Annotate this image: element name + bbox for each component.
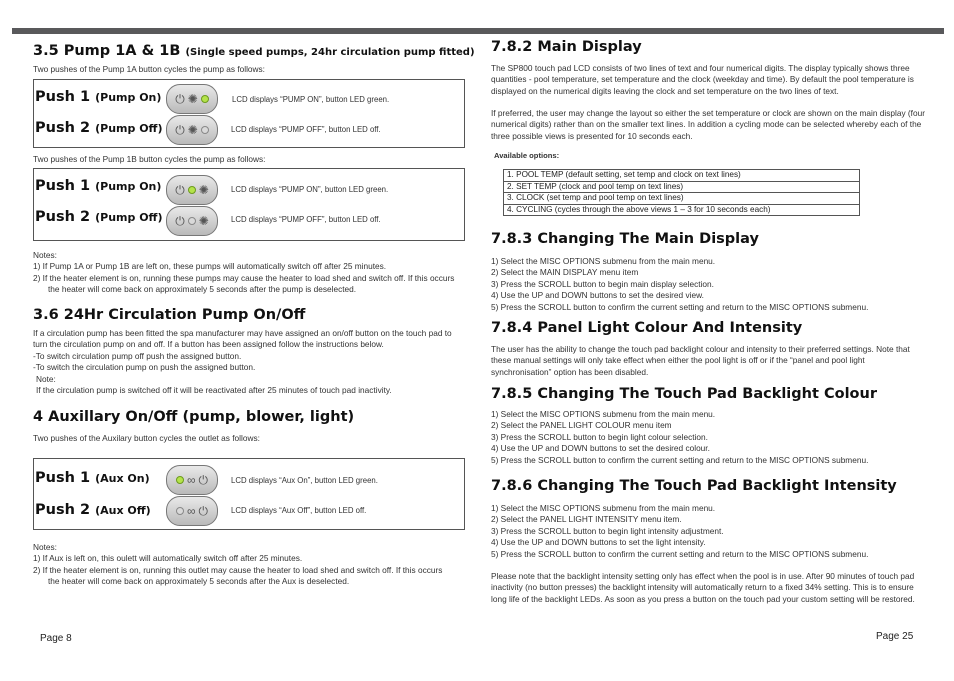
power-icon: ⏻ — [198, 473, 209, 487]
backlight-colour-steps — [491, 409, 868, 466]
list-item: 4) Use the UP and DOWN buttons to set the desired view. — [491, 290, 704, 301]
lcd-pump-on-text: LCD displays “PUMP ON”, button LED green. — [232, 95, 390, 104]
push1-label: Push 1 (Pump On) — [35, 89, 162, 105]
led-green-indicator — [176, 476, 184, 484]
list-item: 2) Select the PANEL LIGHT COLOUR menu item — [491, 420, 672, 431]
options-row: 3. CLOCK (set temp and pool temp on text lines) — [504, 193, 860, 205]
push2-label: Push 2 (Pump Off) — [35, 209, 163, 225]
lcd-aux-off-text: LCD displays “Aux Off”, button LED off. — [231, 506, 367, 515]
power-icon: ⏻ — [175, 183, 185, 197]
led-off-indicator — [176, 507, 184, 515]
pump-notes: Notes: 1) If Pump 1A or Pump 1B are left on, these pumps will automatically switch off after 25 minutes. 2) If the heater element is on, running these pumps may cause the heater to load shed and switch off. If this occurs the heater will come back on approximately 5 seconds after the pump is deselected. — [33, 250, 455, 295]
list-item: 2) Select the PANEL LIGHT INTENSITY menu item. — [491, 514, 682, 525]
section-4-title: 4 Auxillary On/Off (pump, blower, light) — [33, 409, 355, 425]
pump-button-on — [166, 84, 218, 114]
aux-icon: ∞ — [186, 504, 196, 518]
list-item: 5) Press the SCROLL button to confirm the current setting and return to the MISC OPTIONS submenu. — [491, 301, 869, 312]
lcd-pump-on-text: LCD displays “PUMP ON”, button LED green. — [231, 185, 389, 194]
section-7-8-4-title: 7.8.4 Panel Light Colour And Intensity — [491, 320, 803, 336]
lcd-pump-off-text: LCD displays “PUMP OFF”, button LED off. — [231, 125, 381, 134]
list-item: 4) Use the UP and DOWN buttons to set the light intensity. — [491, 537, 706, 548]
push1-label: Push 1 (Pump On) — [35, 178, 162, 194]
page-number-right: Page 25 — [876, 631, 914, 642]
pump1b-box — [33, 168, 465, 241]
available-options-label: Available options: — [494, 151, 560, 160]
pump-icon: ✺ — [198, 214, 209, 228]
power-icon: ⏻ — [175, 92, 185, 106]
options-row: 2. SET TEMP (clock and pool temp on text lines) — [504, 181, 860, 193]
list-item: 3) Press the SCROLL button to begin main display selection. — [491, 278, 714, 289]
section-7-8-6-title: 7.8.6 Changing The Touch Pad Backlight Intensity — [491, 478, 897, 494]
lcd-aux-on-text: LCD displays “Aux On”, button LED green. — [231, 476, 378, 485]
list-item: 5) Press the SCROLL button to confirm the current setting and return to the MISC OPTIONS submenu. — [491, 548, 869, 559]
list-item: 1) Select the MISC OPTIONS submenu from the main menu. — [491, 409, 716, 419]
list-item: 3) Press the SCROLL button to begin light intensity adjustment. — [491, 525, 724, 536]
pump1b-intro: Two pushes of the Pump 1B button cycles the pump as follows: — [33, 154, 266, 164]
options-row: 1. POOL TEMP (default setting, set temp and clock on text lines) — [504, 170, 860, 182]
list-item: 5) Press the SCROLL button to confirm the current setting and return to the MISC OPTIONS submenu. — [491, 454, 869, 465]
options-table — [503, 169, 860, 216]
aux-notes: Notes: 1) If Aux is left on, this oulett will automatically switch off after 25 minutes. 2) If the heater element is on, running this outlet may cause the heater to load shed and switch off. If this occurs the heater will come back on approximately 5 seconds after the Aux is deselected. — [33, 542, 443, 587]
section-3-5-title: 3.5 Pump 1A & 1B (Single speed pumps, 24hr circulation pump fitted) — [33, 43, 475, 59]
power-icon: ⏻ — [175, 123, 185, 137]
section-7-8-2-title: 7.8.2 Main Display — [491, 39, 642, 55]
aux-icon: ∞ — [186, 473, 196, 487]
pump-icon: ✺ — [198, 183, 209, 197]
section-3-6-title: 3.6 24Hr Circulation Pump On/Off — [33, 307, 306, 323]
push1-label: Push 1 (Aux On) — [35, 470, 150, 486]
panel-light-text: The user has the ability to change the touch pad backlight colour and intensity to their preferred settings. Note that these manual settings will only take effect when either the pool light is off or if the “panel and pool light synchronisation” option has been disabled. — [491, 344, 910, 377]
push2-label: Push 2 (Pump Off) — [35, 120, 163, 136]
main-display-p1: The SP800 touch pad LCD consists of two lines of text and four numerical digits. The display typically shows three quantities - pool temperature, set temperature and the clock (weekday and time). By default the pool temperature is displayed on the numerical digits leaving the clock and set temperature on the two lines of text. — [491, 63, 914, 96]
header-bar — [12, 28, 944, 34]
section-7-8-3-title: 7.8.3 Changing The Main Display — [491, 231, 759, 247]
list-item: 3) Press the SCROLL button to begin light colour selection. — [491, 431, 708, 442]
led-green-indicator — [201, 95, 209, 103]
list-item: 1) Select the MISC OPTIONS submenu from the main menu. — [491, 503, 716, 513]
list-item: 1) Select the MISC OPTIONS submenu from the main menu. — [491, 256, 716, 266]
aux-box — [33, 458, 465, 530]
pump-button-off — [166, 206, 218, 236]
page-number-left: Page 8 — [40, 633, 72, 644]
pump-button-on — [166, 175, 218, 205]
list-item: 4) Use the UP and DOWN buttons to set the desired colour. — [491, 443, 710, 454]
led-green-indicator — [188, 186, 196, 194]
pump-icon: ✺ — [187, 123, 198, 137]
power-icon: ⏻ — [175, 214, 185, 228]
main-display-steps — [491, 256, 868, 313]
circulation-text: If a circulation pump has been fitted the spa manufacturer may have assigned an on/off button on the touch pad to turn the circulation pump on and off. If a button has been assigned follow the instructions below. -To switch circulation pump off push the assigned button. -To switch the circulation pump on push the assigned button. Note: If the circulation pump is switched off it will be reactivated after 25 minutes of touch pad inactivity. — [33, 328, 452, 396]
list-item: 2) Select the MAIN DISPLAY menu item — [491, 267, 639, 278]
push2-label: Push 2 (Aux Off) — [35, 502, 151, 518]
backlight-intensity-steps — [491, 503, 868, 560]
aux-button-off — [166, 496, 218, 526]
main-display-p2: If preferred, the user may change the layout so either the set temperature or clock are shown on the main display (four numerical digits) rather than on the smaller text lines. In addition a cycling mode can be selected whereby each of the three possible views is presented for 10 seconds each. — [491, 108, 925, 141]
led-off-indicator — [188, 217, 196, 225]
led-off-indicator — [201, 126, 209, 134]
pump1a-box — [33, 79, 465, 148]
lcd-pump-off-text: LCD displays “PUMP OFF”, button LED off. — [231, 215, 381, 224]
options-row: 4. CYCLING (cycles through the above views 1 – 3 for 10 seconds each) — [504, 204, 860, 216]
pump-icon: ✺ — [187, 92, 198, 106]
backlight-note: Please note that the backlight intensity setting only has effect when the pool is in use. After 90 minutes of touch pad inactivity (no button presses) the backlight intensity will automatically return to a fixed 34% setting. This is to ensure long life of the backlight LEDs. As soon as you press a button on the touch pad your custom setting will be restored. — [491, 571, 915, 604]
pump1a-intro: Two pushes of the Pump 1A button cycles the pump as follows: — [33, 64, 265, 74]
pump-button-off — [166, 115, 218, 145]
power-icon: ⏻ — [198, 504, 209, 518]
aux-button-on — [166, 465, 218, 495]
aux-intro: Two pushes of the Auxilary button cycles the outlet as follows: — [33, 433, 260, 443]
section-7-8-5-title: 7.8.5 Changing The Touch Pad Backlight Colour — [491, 386, 877, 402]
